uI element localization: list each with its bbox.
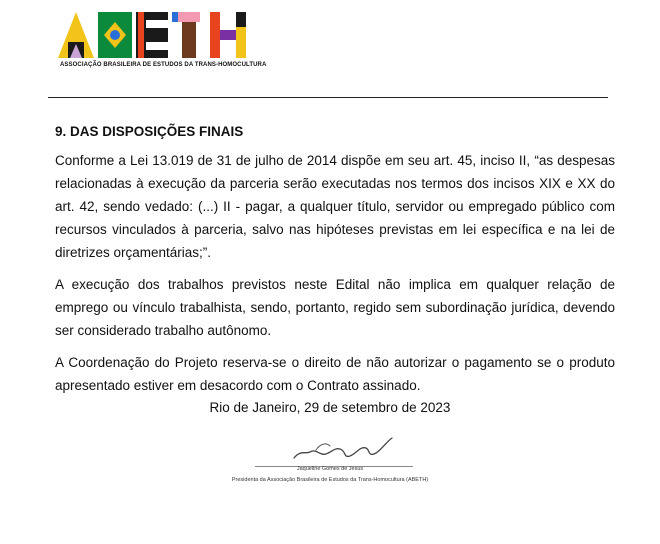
logo-caption: ASSOCIAÇÃO BRASILEIRA DE ESTUDOS DA TRANS-HOMOCULTURA <box>60 62 267 68</box>
abeth-logo-graphic <box>58 12 248 58</box>
section-title: 9. DAS DISPOSIÇÕES FINAIS <box>55 124 244 139</box>
paragraph-execucao: A execução dos trabalhos previstos neste Edital não implica em qualquer relação de emprego ou vínculo trabalhista, sendo, portanto, regido sem subordinação jurídica, devendo ser considerado trabalho autônomo. <box>55 277 615 338</box>
paragraph-coordenacao: A Coordenação do Projeto reserva-se o direito de não autorizar o pagamento se o produto apresentado estiver em desacordo com o Contrato assinado. <box>55 355 615 393</box>
signature-image <box>286 428 396 466</box>
abeth-logo <box>58 12 267 72</box>
signer-role: Presidenta da Associação Brasileira de Estudos da Trans-Homocultura (ABETH) <box>231 477 429 483</box>
place-date: Rio de Janeiro, 29 de setembro de 2023 <box>209 400 451 415</box>
paragraph-lei: Conforme a Lei 13.019 de 31 de julho de 2014 dispõe em seu art. 45, inciso II, “as despesas relacionadas à execução da parceria serão executadas nos termos dos incisos XIX e XX do art. 42, sendo vedado: (...) II - pagar, a qualquer título, servidor ou empregado público com recursos vinculados à parceria, salvo nas hipóteses previstas em lei específica e na lei de diretrizes orçamentárias;”. <box>55 153 615 260</box>
signer-name: Jaqueline Gomes de Jesus <box>296 466 364 472</box>
header-divider <box>48 97 608 98</box>
document-body <box>55 120 615 406</box>
